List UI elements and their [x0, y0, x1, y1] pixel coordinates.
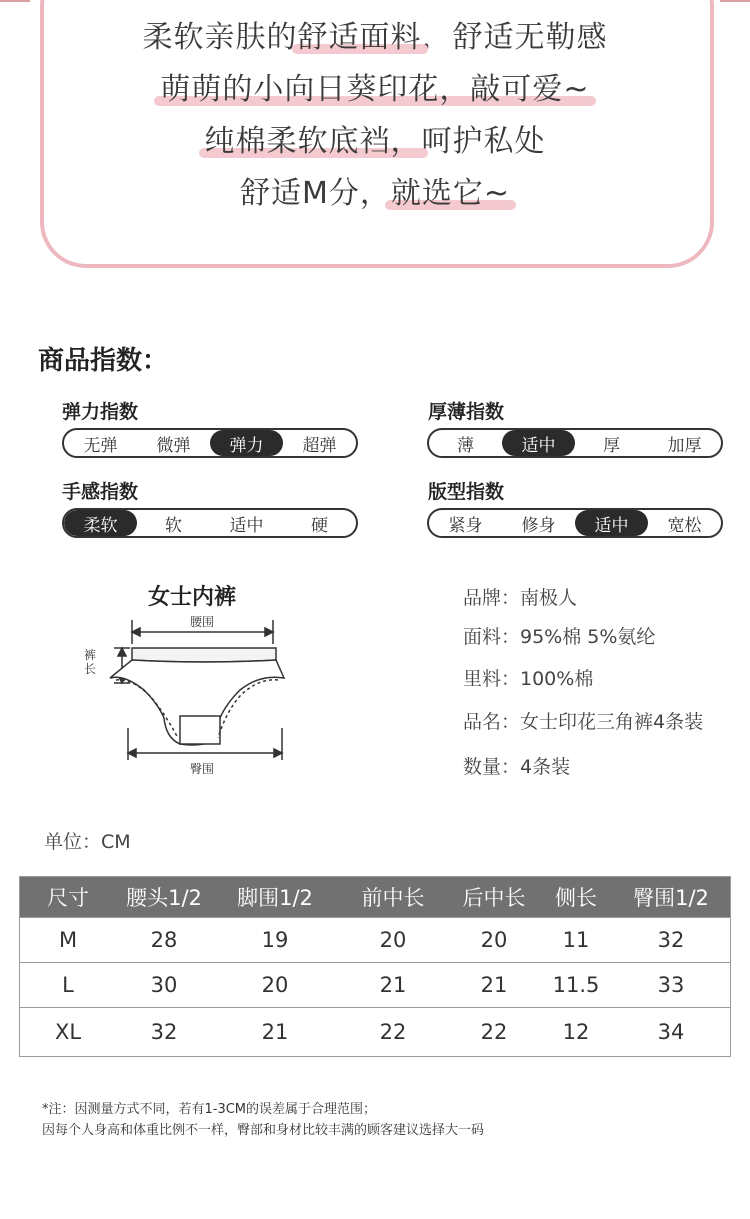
spec-lining: 里料：100%棉 — [463, 668, 594, 690]
table-cell: 22 — [480, 1020, 508, 1044]
index-option: 无弹 — [83, 435, 118, 456]
table-cell: 11.5 — [552, 973, 600, 997]
index-option: 微弹 — [156, 435, 191, 456]
table-cell: 22 — [379, 1020, 407, 1044]
index-option: 薄 — [457, 435, 474, 456]
decor-tick-right — [720, 0, 750, 2]
index-label-feel: 手感指数 — [62, 481, 139, 503]
index-option: 适中 — [229, 515, 264, 536]
index-pill-elasticity — [62, 428, 358, 458]
waist-arrow-right — [265, 628, 273, 636]
index-option: 紧身 — [448, 515, 483, 536]
table-cell: 12 — [562, 1020, 590, 1044]
diagram-title: 女士内裤 — [148, 585, 237, 610]
index-pill-feel — [62, 508, 358, 538]
index-option: 加厚 — [667, 435, 702, 456]
index-label-elasticity: 弹力指数 — [62, 401, 139, 423]
hip-label: 臀围 — [190, 762, 215, 776]
table-cell: XL — [54, 1020, 82, 1044]
waist-label: 腰围 — [190, 615, 215, 629]
index-pill-fit — [427, 508, 723, 538]
header-cell: 后中长 — [462, 886, 526, 910]
index-option: 硬 — [311, 515, 328, 536]
index-option: 软 — [165, 515, 182, 536]
table-cell: 33 — [657, 973, 685, 997]
intro-line-4 — [0, 174, 750, 214]
index-option: 弹力 — [210, 430, 283, 456]
index-option: 修身 — [521, 515, 556, 536]
header-cell: 尺寸 — [47, 886, 89, 910]
note-line-2: 因每个人身高和体重比例不一样，臀部和身材比较丰满的顾客建议选择大一码 — [42, 1123, 485, 1138]
gusset — [180, 716, 220, 744]
header-cell: 臀围1/2 — [633, 886, 709, 910]
waistband — [132, 648, 276, 662]
intro-line-2 — [0, 70, 750, 110]
index-option: 适中 — [502, 430, 575, 456]
table-cell: 11 — [562, 928, 590, 952]
table-row — [20, 1007, 730, 1056]
header-cell: 腰头1/2 — [126, 886, 202, 910]
section-title-index: 商品指数： — [38, 346, 169, 376]
table-cell: 21 — [480, 973, 508, 997]
table-cell: 21 — [261, 1020, 289, 1044]
spec-brand: 品牌：南极人 — [463, 587, 578, 609]
table-cell: 32 — [150, 1020, 178, 1044]
table-cell: 30 — [150, 973, 178, 997]
length-label: 裤长 — [84, 648, 97, 676]
size-table-header — [20, 877, 730, 917]
intro-highlight: 萌萌的小向日葵印花，敲可爱~ — [160, 72, 590, 107]
intro-highlight: 纯棉柔软底裆， — [204, 124, 422, 159]
hip-arrow-right — [274, 749, 282, 757]
intro-highlight: 就选它~ — [390, 176, 511, 211]
intro-text: 舒适M分， — [239, 176, 391, 211]
index-option: 柔软 — [64, 510, 137, 536]
note-line-1: *注：因测量方式不同，若有1-3CM的误差属于合理范围； — [42, 1102, 377, 1117]
spec-quantity: 数量：4条装 — [463, 756, 571, 778]
length-arrow-top — [118, 648, 126, 656]
unit-label: 单位：CM — [44, 831, 131, 853]
index-option: 适中 — [575, 510, 648, 536]
header-cell: 前中长 — [361, 886, 425, 910]
waist-arrow-left — [132, 628, 140, 636]
table-row — [20, 917, 730, 962]
intro-text: 呵护私处 — [421, 124, 546, 159]
spec-fabric: 面料：95%棉 5%氨纶 — [463, 626, 656, 648]
index-option: 厚 — [603, 435, 620, 456]
index-pill-thickness — [427, 428, 723, 458]
table-cell: 20 — [261, 973, 289, 997]
header-cell: 脚围1/2 — [237, 886, 313, 910]
intro-line-3 — [0, 122, 750, 162]
table-cell: 28 — [150, 928, 178, 952]
intro-line-1 — [0, 18, 750, 58]
index-option: 宽松 — [667, 515, 702, 536]
size-table — [19, 876, 731, 1057]
table-cell: 19 — [261, 928, 289, 952]
table-cell: 21 — [379, 973, 407, 997]
spec-product-name: 品名：女士印花三角裤4条装 — [463, 711, 704, 733]
index-label-thickness: 厚薄指数 — [428, 401, 505, 423]
table-cell: 32 — [657, 928, 685, 952]
index-label-fit: 版型指数 — [428, 481, 505, 503]
index-option: 超弹 — [302, 435, 337, 456]
intro-text: 柔软亲肤的 — [142, 20, 298, 55]
hip-arrow-left — [128, 749, 136, 757]
intro-text: ，舒适无勒感 — [421, 20, 608, 55]
intro-highlight: 舒适面料 — [297, 20, 422, 55]
header-cell: 侧长 — [555, 886, 597, 910]
table-cell: L — [62, 973, 74, 997]
table-row — [20, 962, 730, 1007]
table-cell: 20 — [379, 928, 407, 952]
table-cell: M — [58, 928, 78, 952]
decor-tick-left — [0, 0, 30, 2]
table-cell: 34 — [657, 1020, 685, 1044]
table-cell: 20 — [480, 928, 508, 952]
